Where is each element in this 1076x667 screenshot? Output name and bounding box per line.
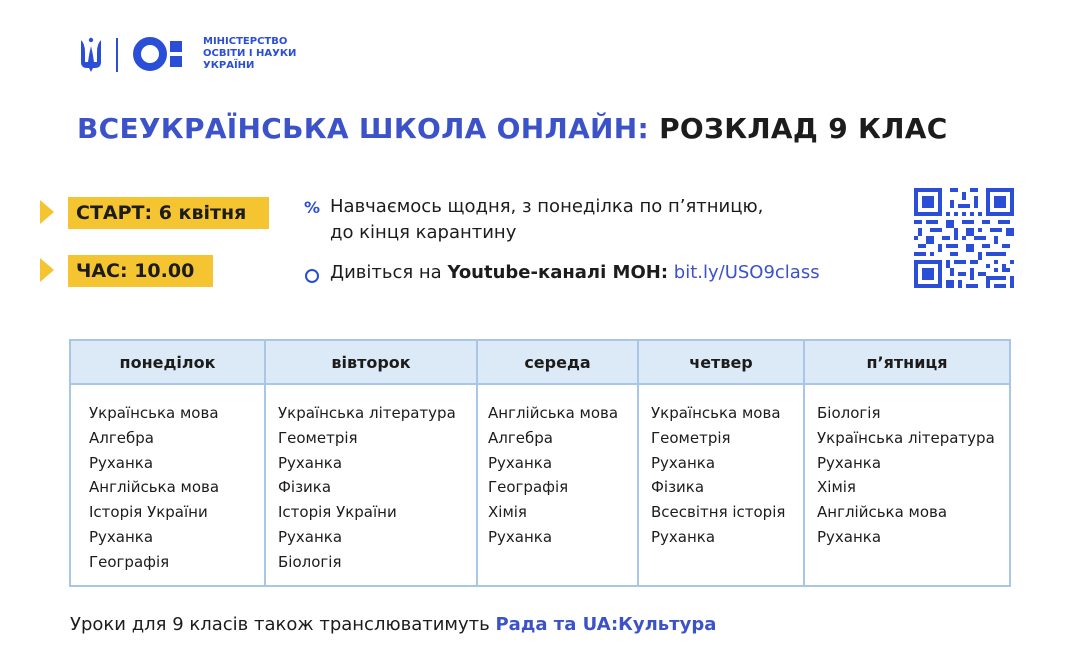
youtube-info bbox=[330, 260, 820, 286]
lesson-item: Фізика bbox=[651, 478, 705, 497]
day-column-monday bbox=[71, 341, 266, 585]
day-header: середа bbox=[478, 341, 637, 385]
ministry-logo-icon bbox=[132, 36, 196, 72]
lesson-item: Руханка bbox=[278, 527, 343, 546]
title-dark-part: РОЗКЛАД 9 КЛАС bbox=[659, 112, 948, 145]
day-header: п’ятниця bbox=[805, 341, 1009, 385]
channel-ua-kultura: UA:Культура bbox=[582, 614, 717, 635]
day-header: понеділок bbox=[71, 341, 264, 385]
schedule-info-line: Навчаємось щодня, з понеділка по п’ятницю, bbox=[330, 196, 764, 217]
lesson-item: Українська мова bbox=[89, 404, 219, 422]
youtube-prefix: Дивіться на bbox=[330, 262, 448, 283]
lesson-item: Геометрія bbox=[651, 428, 731, 447]
schedule-info bbox=[330, 194, 763, 246]
time-arrow-icon bbox=[40, 258, 54, 282]
ministry-line: УКРАЇНИ bbox=[203, 60, 255, 71]
lesson-list bbox=[71, 385, 264, 575]
schedule-info-line: до кінця карантину bbox=[330, 222, 517, 243]
ministry-line: ОСВІТИ І НАУКИ bbox=[203, 48, 297, 59]
day-column-wednesday bbox=[478, 341, 639, 585]
lesson-item: Хімія bbox=[488, 503, 527, 522]
coat-of-arms-icon bbox=[78, 36, 104, 74]
youtube-channel-label: Youtube-каналі МОН: bbox=[447, 262, 669, 283]
lesson-item: Англійська мова bbox=[817, 503, 948, 522]
lesson-item: Руханка bbox=[89, 527, 154, 546]
title-blue-part: ВСЕУКРАЇНСЬКА ШКОЛА ОНЛАЙН: bbox=[77, 112, 650, 145]
youtube-link[interactable]: bit.ly/USO9class bbox=[673, 262, 820, 283]
footer-and: та bbox=[547, 614, 583, 635]
lesson-item: Біологія bbox=[278, 552, 342, 571]
start-arrow-icon bbox=[40, 200, 54, 224]
day-header: вівторок bbox=[266, 341, 476, 385]
lesson-item: Географія bbox=[488, 478, 569, 497]
schedule-table bbox=[69, 339, 1011, 587]
day-column-thursday bbox=[639, 341, 805, 585]
lesson-item: Географія bbox=[89, 552, 170, 571]
day-column-tuesday bbox=[266, 341, 478, 585]
lesson-item: Англійська мова bbox=[89, 478, 220, 497]
day-column-friday bbox=[805, 341, 1009, 585]
qr-code-icon bbox=[914, 188, 1014, 288]
lesson-item: Руханка bbox=[651, 453, 716, 472]
lesson-item: Руханка bbox=[488, 453, 553, 472]
lesson-item: Історія України bbox=[89, 503, 208, 522]
day-header: четвер bbox=[639, 341, 803, 385]
lesson-item: Біологія bbox=[817, 404, 881, 422]
ministry-name bbox=[203, 36, 343, 72]
lesson-list bbox=[266, 385, 476, 575]
lesson-item: Фізика bbox=[278, 478, 332, 497]
lesson-item: Руханка bbox=[651, 527, 716, 546]
lesson-item: Руханка bbox=[278, 453, 343, 472]
lesson-item: Руханка bbox=[89, 453, 154, 472]
page-title bbox=[77, 112, 948, 145]
percent-icon: % bbox=[304, 198, 321, 217]
footer-prefix: Уроки для 9 класів також транслюватимуть bbox=[70, 614, 496, 635]
lesson-item: Всесвітня історія bbox=[651, 503, 786, 522]
ministry-line: МІНІСТЕРСТВО bbox=[203, 36, 288, 47]
lesson-list bbox=[478, 385, 637, 550]
circle-bullet-icon bbox=[305, 269, 319, 283]
lesson-item: Геометрія bbox=[278, 428, 358, 447]
logo-divider bbox=[116, 38, 118, 72]
channel-rada: Рада bbox=[495, 614, 548, 635]
footer-note bbox=[70, 614, 716, 635]
lesson-item: Руханка bbox=[817, 453, 882, 472]
lesson-item: Руханка bbox=[488, 527, 553, 546]
lesson-item: Алгебра bbox=[488, 428, 553, 447]
lesson-item: Руханка bbox=[817, 527, 882, 546]
lesson-item: Українська література bbox=[817, 428, 995, 447]
lesson-item: Алгебра bbox=[89, 428, 154, 447]
start-tag: СТАРТ: 6 квітня bbox=[68, 197, 269, 229]
lesson-item: Історія України bbox=[278, 503, 397, 522]
lesson-item: Українська мова bbox=[651, 404, 781, 422]
lesson-item: Англійська мова bbox=[488, 404, 619, 422]
time-tag: ЧАС: 10.00 bbox=[68, 255, 213, 287]
lesson-list bbox=[805, 385, 1009, 550]
lesson-item: Хімія bbox=[817, 478, 856, 497]
lesson-list bbox=[639, 385, 803, 550]
lesson-item: Українська література bbox=[278, 404, 456, 422]
